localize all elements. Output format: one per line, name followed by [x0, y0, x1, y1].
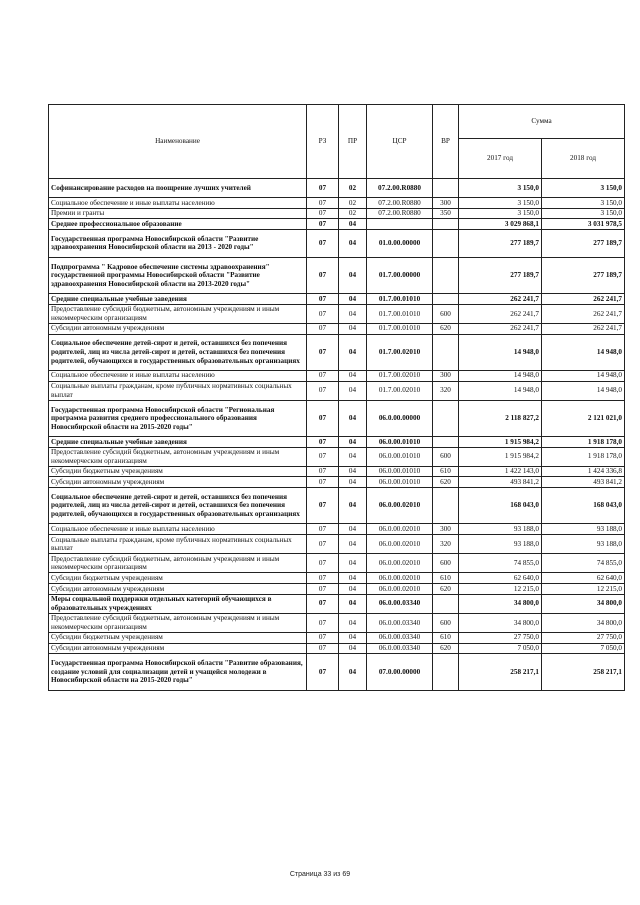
row-name: Государственная программа Новосибирской области "Региональная программа развития среднего профессионального образования Новосибирской области на 2015-2020 годы" [49, 400, 307, 436]
header-year-2018: 2018 год [542, 139, 625, 179]
row-pr: 04 [339, 400, 367, 436]
row-sum-2017: 168 043,0 [459, 488, 542, 524]
table-row [49, 632, 625, 643]
table-row [49, 554, 625, 573]
row-pr: 04 [339, 477, 367, 488]
row-sum-2017: 277 189,7 [459, 257, 542, 293]
row-sum-2018: 262 241,7 [542, 294, 625, 305]
row-name: Премии и гранты [49, 208, 307, 219]
row-rz: 07 [307, 381, 339, 400]
row-name: Предоставление субсидий бюджетным, автономным учреждениям и иным некоммерческим организациям [49, 447, 307, 466]
row-csr: 07.2.00.R0880 [367, 198, 433, 209]
row-pr: 02 [339, 198, 367, 209]
row-sum-2018: 2 121 021,0 [542, 400, 625, 436]
row-sum-2018: 14 948,0 [542, 370, 625, 381]
row-name: Софинансирование расходов на поощрение лучших учителей [49, 179, 307, 198]
row-pr: 04 [339, 257, 367, 293]
row-name: Подпрограмма " Кадровое обеспечение системы здравоохранения" государственной программы Новосибирской области "Развитие здравоохранения Новосибирской области на 2013-2020 годы" [49, 257, 307, 293]
row-rz: 07 [307, 323, 339, 334]
table-row [49, 477, 625, 488]
row-vr [433, 294, 459, 305]
table-row [49, 654, 625, 690]
row-csr: 01.7.00.02010 [367, 334, 433, 370]
row-name: Социальные выплаты гражданам, кроме публичных нормативных социальных выплат [49, 535, 307, 554]
row-csr: 07.0.00.00000 [367, 654, 433, 690]
row-vr: 620 [433, 584, 459, 595]
row-sum-2017: 1 422 143,0 [459, 466, 542, 477]
table-row [49, 334, 625, 370]
row-vr [433, 257, 459, 293]
row-sum-2018: 1 424 336,8 [542, 466, 625, 477]
header-vr: ВР [433, 105, 459, 179]
row-rz: 07 [307, 573, 339, 584]
row-name: Предоставление субсидий бюджетным, автономным учреждениям и иным некоммерческим организациям [49, 554, 307, 573]
row-csr: 06.0.00.02010 [367, 554, 433, 573]
row-name: Предоставление субсидий бюджетным, автономным учреждениям и иным некоммерческим организациям [49, 613, 307, 632]
row-rz: 07 [307, 477, 339, 488]
row-pr: 04 [339, 654, 367, 690]
row-sum-2018: 262 241,7 [542, 323, 625, 334]
row-csr: 06.0.00.01010 [367, 447, 433, 466]
row-sum-2018: 14 948,0 [542, 381, 625, 400]
row-csr: 01.7.00.01010 [367, 294, 433, 305]
row-pr: 04 [339, 573, 367, 584]
row-rz: 07 [307, 554, 339, 573]
row-csr: 06.0.00.02010 [367, 584, 433, 595]
row-sum-2018: 62 640,0 [542, 573, 625, 584]
row-pr: 04 [339, 370, 367, 381]
row-csr: 06.0.00.02010 [367, 573, 433, 584]
row-name: Субсидии автономным учреждениям [49, 477, 307, 488]
row-rz: 07 [307, 524, 339, 535]
row-csr: 07.2.00.R0880 [367, 179, 433, 198]
row-sum-2017: 62 640,0 [459, 573, 542, 584]
row-csr: 06.0.00.02010 [367, 535, 433, 554]
table-row [49, 304, 625, 323]
row-csr: 01.7.00.01010 [367, 323, 433, 334]
row-vr [433, 437, 459, 448]
table-row [49, 179, 625, 198]
row-vr: 300 [433, 370, 459, 381]
row-vr [433, 654, 459, 690]
row-sum-2017: 14 948,0 [459, 370, 542, 381]
row-vr: 600 [433, 613, 459, 632]
row-csr: 06.0.00.03340 [367, 594, 433, 613]
row-vr: 610 [433, 632, 459, 643]
row-name: Государственная программа Новосибирской области "Развитие образования, создание условий для социализации детей и учащейся молодежи в Новосибирской области на 2015-2020 годы" [49, 654, 307, 690]
row-sum-2017: 12 215,0 [459, 584, 542, 595]
row-csr: 01.0.00.00000 [367, 229, 433, 257]
row-csr: 06.0.00.03340 [367, 613, 433, 632]
header-year-2017: 2017 год [459, 139, 542, 179]
row-rz: 07 [307, 613, 339, 632]
row-vr: 320 [433, 381, 459, 400]
table-row [49, 198, 625, 209]
table-row [49, 323, 625, 334]
table-row [49, 466, 625, 477]
row-csr: 06.0.00.03340 [367, 643, 433, 654]
row-sum-2017: 14 948,0 [459, 334, 542, 370]
row-sum-2018: 493 841,2 [542, 477, 625, 488]
row-rz: 07 [307, 400, 339, 436]
row-vr: 620 [433, 477, 459, 488]
row-rz: 07 [307, 632, 339, 643]
row-vr [433, 179, 459, 198]
row-csr: 01.7.00.02010 [367, 370, 433, 381]
header-rz: РЗ [307, 105, 339, 179]
row-sum-2018: 3 150,0 [542, 198, 625, 209]
row-rz: 07 [307, 179, 339, 198]
row-vr: 610 [433, 573, 459, 584]
row-sum-2017: 14 948,0 [459, 381, 542, 400]
row-sum-2017: 34 800,0 [459, 594, 542, 613]
row-pr: 04 [339, 304, 367, 323]
row-sum-2017: 93 188,0 [459, 535, 542, 554]
row-rz: 07 [307, 304, 339, 323]
table-row [49, 219, 625, 230]
row-pr: 04 [339, 447, 367, 466]
row-pr: 04 [339, 229, 367, 257]
row-sum-2018: 34 800,0 [542, 594, 625, 613]
row-csr: 06.0.00.01010 [367, 466, 433, 477]
row-sum-2017: 262 241,7 [459, 323, 542, 334]
row-sum-2018: 93 188,0 [542, 524, 625, 535]
row-sum-2017: 74 855,0 [459, 554, 542, 573]
row-sum-2018: 258 217,1 [542, 654, 625, 690]
row-name: Социальное обеспечение и иные выплаты населению [49, 524, 307, 535]
row-name: Социальное обеспечение детей-сирот и детей, оставшихся без попечения родителей, лиц из числа детей-сирот и детей, оставшихся без попечения родителей, обучающихся в государственных образовательных организациях [49, 334, 307, 370]
row-sum-2017: 1 915 984,2 [459, 437, 542, 448]
row-sum-2017: 34 800,0 [459, 613, 542, 632]
row-name: Субсидии автономным учреждениям [49, 643, 307, 654]
row-sum-2017: 493 841,2 [459, 477, 542, 488]
row-rz: 07 [307, 334, 339, 370]
row-rz: 07 [307, 488, 339, 524]
row-vr: 350 [433, 208, 459, 219]
row-vr: 610 [433, 466, 459, 477]
table-row [49, 208, 625, 219]
row-vr: 620 [433, 643, 459, 654]
row-rz: 07 [307, 643, 339, 654]
row-pr: 02 [339, 179, 367, 198]
row-sum-2018: 1 918 178,0 [542, 447, 625, 466]
row-pr: 04 [339, 323, 367, 334]
row-vr: 600 [433, 554, 459, 573]
row-rz: 07 [307, 229, 339, 257]
row-pr: 04 [339, 219, 367, 230]
row-rz: 07 [307, 294, 339, 305]
row-pr: 04 [339, 524, 367, 535]
row-rz: 07 [307, 654, 339, 690]
row-sum-2017: 3 150,0 [459, 179, 542, 198]
row-sum-2018: 14 948,0 [542, 334, 625, 370]
row-rz: 07 [307, 447, 339, 466]
row-name: Предоставление субсидий бюджетным, автономным учреждениям и иным некоммерческим организациям [49, 304, 307, 323]
row-name: Государственная программа Новосибирской области "Развитие здравоохранения Новосибирской области на 2013 - 2020 годы" [49, 229, 307, 257]
header-name: Наименование [49, 105, 307, 179]
row-rz: 07 [307, 257, 339, 293]
row-sum-2017: 262 241,7 [459, 294, 542, 305]
row-rz: 07 [307, 466, 339, 477]
table-row [49, 524, 625, 535]
row-pr: 04 [339, 381, 367, 400]
row-pr: 04 [339, 632, 367, 643]
row-name: Субсидии автономным учреждениям [49, 584, 307, 595]
row-vr [433, 400, 459, 436]
row-pr: 04 [339, 643, 367, 654]
row-pr: 04 [339, 613, 367, 632]
row-pr: 04 [339, 488, 367, 524]
row-name: Субсидии бюджетным учреждениям [49, 466, 307, 477]
table-row [49, 257, 625, 293]
row-vr [433, 488, 459, 524]
row-vr: 600 [433, 304, 459, 323]
row-csr: 01.7.00.02010 [367, 381, 433, 400]
row-sum-2017: 277 189,7 [459, 229, 542, 257]
row-csr: 06.0.00.03340 [367, 632, 433, 643]
table-row [49, 584, 625, 595]
row-pr: 04 [339, 437, 367, 448]
row-sum-2018: 168 043,0 [542, 488, 625, 524]
table-row [49, 370, 625, 381]
row-pr: 04 [339, 584, 367, 595]
row-rz: 07 [307, 208, 339, 219]
row-sum-2017: 262 241,7 [459, 304, 542, 323]
row-vr: 300 [433, 524, 459, 535]
table-row [49, 400, 625, 436]
row-name: Среднее профессиональное образование [49, 219, 307, 230]
row-sum-2018: 262 241,7 [542, 304, 625, 323]
row-vr: 620 [433, 323, 459, 334]
row-sum-2017: 93 188,0 [459, 524, 542, 535]
row-csr: 06.0.00.01010 [367, 437, 433, 448]
row-sum-2018: 34 800,0 [542, 613, 625, 632]
row-vr [433, 219, 459, 230]
row-vr [433, 594, 459, 613]
row-sum-2017: 3 150,0 [459, 208, 542, 219]
row-name: Социальное обеспечение и иные выплаты населению [49, 198, 307, 209]
row-csr: 06.0.00.00000 [367, 400, 433, 436]
row-sum-2018: 3 150,0 [542, 208, 625, 219]
row-name: Средние специальные учебные заведения [49, 437, 307, 448]
row-sum-2018: 277 189,7 [542, 257, 625, 293]
row-vr: 320 [433, 535, 459, 554]
row-csr: 06.0.00.02010 [367, 488, 433, 524]
table-row [49, 594, 625, 613]
row-pr: 04 [339, 294, 367, 305]
row-sum-2018: 1 918 178,0 [542, 437, 625, 448]
row-name: Субсидии бюджетным учреждениям [49, 573, 307, 584]
row-rz: 07 [307, 219, 339, 230]
row-sum-2017: 27 750,0 [459, 632, 542, 643]
row-rz: 07 [307, 584, 339, 595]
row-pr: 04 [339, 466, 367, 477]
table-row [49, 643, 625, 654]
row-sum-2017: 7 050,0 [459, 643, 542, 654]
header-pr: ПР [339, 105, 367, 179]
row-csr: 01.7.00.00000 [367, 257, 433, 293]
table-row [49, 613, 625, 632]
row-pr: 04 [339, 334, 367, 370]
page-footer: Страница 33 из 69 [289, 871, 351, 878]
table-row [49, 447, 625, 466]
budget-table [48, 104, 625, 691]
row-sum-2018: 277 189,7 [542, 229, 625, 257]
row-sum-2017: 2 118 827,2 [459, 400, 542, 436]
row-vr [433, 334, 459, 370]
table-row [49, 488, 625, 524]
row-pr: 04 [339, 554, 367, 573]
row-csr: 06.0.00.01010 [367, 477, 433, 488]
row-name: Субсидии бюджетным учреждениям [49, 632, 307, 643]
table-row [49, 229, 625, 257]
row-sum-2018: 27 750,0 [542, 632, 625, 643]
row-csr: 06.0.00.02010 [367, 524, 433, 535]
table-row [49, 573, 625, 584]
row-rz: 07 [307, 437, 339, 448]
row-rz: 07 [307, 198, 339, 209]
row-sum-2017: 258 217,1 [459, 654, 542, 690]
row-name: Субсидии автономным учреждениям [49, 323, 307, 334]
row-csr [367, 219, 433, 230]
row-rz: 07 [307, 535, 339, 554]
row-name: Социальное обеспечение и иные выплаты населению [49, 370, 307, 381]
row-sum-2018: 12 215,0 [542, 584, 625, 595]
row-name: Социальные выплаты гражданам, кроме публичных нормативных социальных выплат [49, 381, 307, 400]
row-csr: 07.2.00.R0880 [367, 208, 433, 219]
header-csr: ЦСР [367, 105, 433, 179]
row-rz: 07 [307, 370, 339, 381]
row-name: Социальное обеспечение детей-сирот и детей, оставшихся без попечения родителей, лиц из числа детей-сирот и детей, оставшихся без попечения родителей, обучающихся в государственных образовательных организациях [49, 488, 307, 524]
row-name: Средние специальные учебные заведения [49, 294, 307, 305]
table-row [49, 381, 625, 400]
table-row [49, 535, 625, 554]
row-sum-2018: 74 855,0 [542, 554, 625, 573]
row-sum-2018: 3 150,0 [542, 179, 625, 198]
row-rz: 07 [307, 594, 339, 613]
row-sum-2017: 3 150,0 [459, 198, 542, 209]
row-sum-2018: 7 050,0 [542, 643, 625, 654]
row-sum-2017: 3 029 868,1 [459, 219, 542, 230]
row-name: Меры социальной поддержки отдельных категорий обучающихся в образовательных учреждениях [49, 594, 307, 613]
row-vr [433, 229, 459, 257]
row-vr: 300 [433, 198, 459, 209]
row-pr: 04 [339, 594, 367, 613]
table-row [49, 437, 625, 448]
row-sum-2018: 3 031 978,5 [542, 219, 625, 230]
row-sum-2018: 93 188,0 [542, 535, 625, 554]
row-pr: 02 [339, 208, 367, 219]
table-row [49, 294, 625, 305]
header-sum: Сумма [459, 105, 625, 139]
row-sum-2017: 1 915 984,2 [459, 447, 542, 466]
row-pr: 04 [339, 535, 367, 554]
row-csr: 01.7.00.01010 [367, 304, 433, 323]
row-vr: 600 [433, 447, 459, 466]
table-body [49, 179, 625, 691]
